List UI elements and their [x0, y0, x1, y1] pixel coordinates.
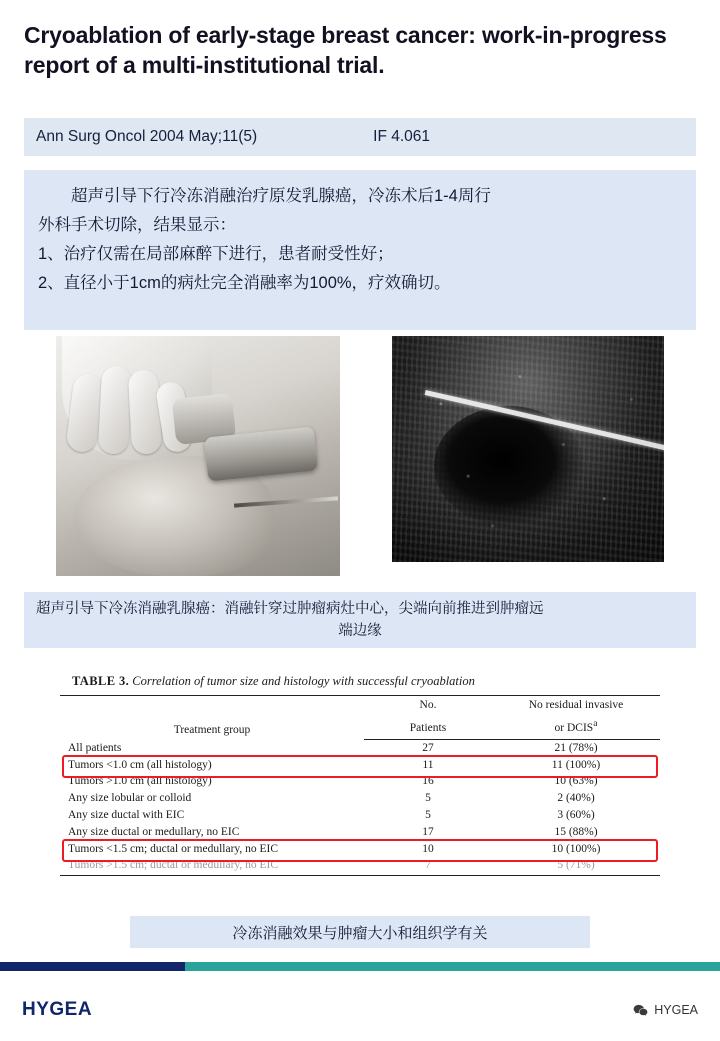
column-header-group: Treatment group: [173, 723, 251, 736]
table-row: [60, 757, 660, 774]
summary-line-1: 超声引导下行冷冻消融治疗原发乳腺癌，冷冻术后1-4周行: [71, 187, 491, 205]
summary-line-3: 1、治疗仅需在局部麻醉下进行，患者耐受性好；: [38, 244, 394, 263]
table-body: [60, 696, 660, 875]
summary-line-4: 2、直径小于1cm的病灶完全消融率为100%，疗效确切。: [38, 273, 451, 292]
summary-line-2: 外科手术切除，结果显示：: [38, 215, 236, 234]
cell-treatment-group: Any size lobular or colloid: [68, 792, 192, 805]
column-header-dcis: or DCIS$^a$: [492, 715, 660, 740]
ultrasound-image: [392, 336, 664, 562]
cell-no-residual: 2 (40%): [557, 792, 595, 805]
cell-no-patients: 16: [422, 775, 434, 788]
cell-no-residual: 3 (60%): [557, 808, 595, 821]
cell-no-residual: 21 (78%): [554, 741, 598, 754]
table-row: [60, 858, 660, 875]
cell-no-patients: 11: [422, 758, 434, 771]
figure-caption: [24, 592, 696, 648]
wechat-label: HYGEA: [654, 1003, 698, 1017]
column-header-dcis-text: or DCIS: [554, 722, 594, 735]
summary-panel: [24, 170, 696, 330]
cell-no-patients: 27: [422, 741, 434, 754]
figure-caption-line-2: 端边缘: [338, 622, 382, 639]
brand-logo: HYGEA: [22, 999, 93, 1020]
cell-no-patients: 5: [425, 792, 431, 805]
wechat-icon: [633, 1004, 648, 1017]
results-table: [60, 668, 660, 876]
footer-rule-navy: [0, 962, 185, 971]
page-title: Cryoablation of early-stage breast cancer: work-in-progress report of a multi-institutional trial.: [24, 22, 667, 79]
cell-no-residual: 5 (71%): [557, 859, 595, 872]
citation-impact-factor: IF 4.061: [373, 128, 431, 145]
cell-treatment-group: Any size ductal or medullary, no EIC: [68, 825, 240, 838]
finger-icon: [128, 369, 162, 454]
cell-treatment-group: Any size ductal with EIC: [68, 808, 185, 821]
table-caption: 冷冻消融效果与肿瘤大小和组织学有关: [130, 916, 590, 948]
figure-caption-line-1: 超声引导下冷冻消融乳腺癌：消融针穿过肿瘤病灶中心，尖端向前推进到肿瘤远: [36, 601, 544, 617]
cell-treatment-group: Tumors <1.5 cm; ductal or medullary, no EIC: [68, 842, 279, 855]
table-rows: [60, 740, 660, 875]
table-bottom-rule: [60, 875, 660, 876]
table-row: [60, 824, 660, 841]
cell-no-patients: 5: [425, 808, 431, 821]
footer-band: [0, 980, 720, 1041]
table-row: [60, 841, 660, 858]
cell-treatment-group: All patients: [68, 741, 122, 754]
table-header-row-1: [60, 696, 660, 715]
table-head: [60, 696, 660, 740]
cell-no-residual: 15 (88%): [554, 825, 598, 838]
cell-no-residual: 10 (100%): [551, 842, 601, 855]
cell-treatment-group: Tumors <1.0 cm (all histology): [68, 758, 212, 771]
cell-no-residual: 10 (63%): [554, 775, 598, 788]
photo-probe-on-breast: [56, 336, 340, 576]
table-label: TABLE 3.: [72, 674, 130, 688]
footer-rule: [0, 962, 720, 971]
table-title: Correlation of tumor size and histology with successful cryoablation: [132, 674, 475, 688]
wechat-credit: [633, 1003, 698, 1017]
table-title-row: [60, 668, 660, 696]
table-row: [60, 774, 660, 791]
table-row: [60, 791, 660, 808]
cell-treatment-group: Tumors >1.5 cm; ductal or medullary, no EIC: [68, 859, 279, 872]
column-header-residual: No residual invasive: [528, 699, 624, 711]
cell-treatment-group: Tumors >1.0 cm (all histology): [68, 775, 212, 788]
cell-no-patients: 7: [425, 859, 431, 872]
finger-icon: [98, 365, 133, 454]
table-row: [60, 807, 660, 824]
table-row: [60, 740, 660, 757]
cell-no-patients: 17: [422, 825, 434, 838]
column-header-patients: Patients: [364, 715, 492, 740]
footer-rule-teal: [185, 962, 720, 971]
column-header-no: No.: [419, 699, 437, 711]
ultrasound-speckle: [392, 336, 664, 562]
cell-no-residual: 11 (100%): [551, 758, 601, 771]
citation-journal: Ann Surg Oncol 2004 May;11(5): [36, 128, 258, 145]
citation-bar: [24, 118, 696, 156]
cell-no-patients: 10: [422, 842, 434, 855]
figure-row: [24, 336, 696, 576]
